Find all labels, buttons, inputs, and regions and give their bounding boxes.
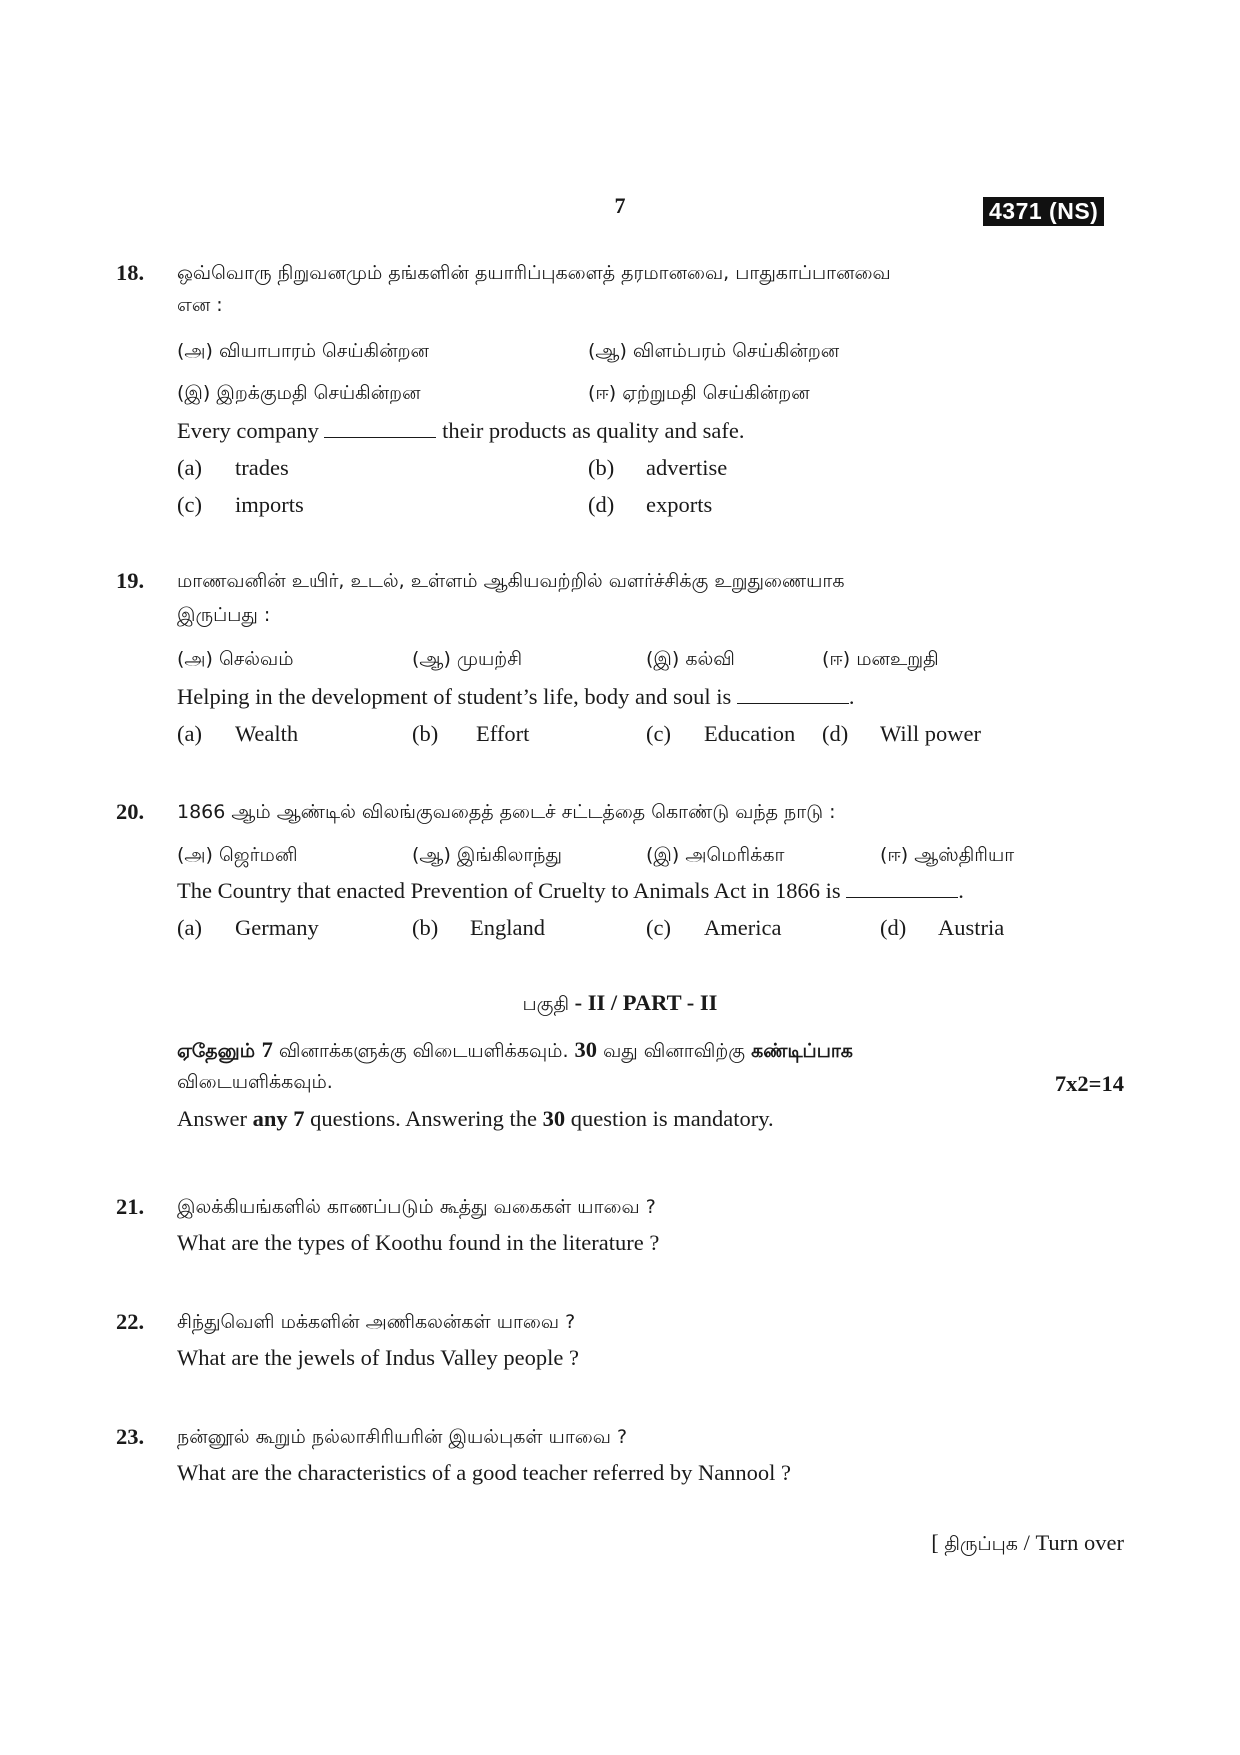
q19-ta-option-c: (இ) கல்வி bbox=[646, 648, 735, 670]
q19-ta-option-a: (அ) செல்வம் bbox=[177, 648, 294, 670]
q21-number: 21. bbox=[116, 1194, 145, 1219]
instr-thirty: 30 bbox=[574, 1037, 598, 1062]
instr-en-any7: any 7 bbox=[252, 1106, 305, 1131]
part2-heading-en: - II / PART - II bbox=[569, 990, 718, 1015]
q18-english-question bbox=[177, 416, 745, 446]
q18-opt-d: exports bbox=[646, 492, 713, 517]
q19-opt-d-label: (d) bbox=[822, 721, 849, 746]
q22-number: 22. bbox=[116, 1309, 145, 1334]
turn-over-ta: திருப்புக bbox=[944, 1533, 1018, 1555]
q19-opt-c: Education bbox=[704, 721, 796, 746]
q20-opt-d-label: (d) bbox=[880, 915, 907, 940]
instr-en-questions: questions. Answering the bbox=[304, 1106, 543, 1131]
q19-english-after: . bbox=[848, 684, 855, 709]
q21-tamil: இலக்கியங்களில் காணப்படும் கூத்து வகைகள் யாவை ? bbox=[177, 1196, 656, 1218]
instr-question: வது வினாவிற்கு bbox=[597, 1040, 752, 1062]
q18-opt-c-label: (c) bbox=[177, 492, 202, 517]
q20-ta-option-a: (அ) ஜெர்மனி bbox=[177, 844, 298, 866]
part2-heading bbox=[0, 988, 1240, 1019]
q18-opt-c: imports bbox=[235, 492, 304, 517]
q19-english-before: Helping in the development of student’s life, body and soul is bbox=[177, 684, 732, 709]
instr-en-mandatory: question is mandatory. bbox=[565, 1106, 774, 1131]
q19-opt-c-label: (c) bbox=[646, 721, 671, 746]
q19-opt-d: Will power bbox=[880, 721, 981, 746]
q20-ta-option-c: (இ) அமெரிக்கா bbox=[646, 844, 785, 866]
instr-en-answer: Answer bbox=[177, 1106, 253, 1131]
q23-english: What are the characteristics of a good teacher referred by Nannool ? bbox=[177, 1460, 792, 1485]
q18-ta-option-d: (ஈ) ஏற்றுமதி செய்கின்றன bbox=[588, 382, 810, 404]
q18-tamil-line1: ஒவ்வொரு நிறுவனமும் தங்களின் தயாரிப்புகளைத் தரமானவை, பாதுகாப்பானவை bbox=[177, 262, 891, 284]
instr-answer: வினாக்களுக்கு விடையளிக்கவும். bbox=[272, 1040, 575, 1062]
q20-opt-c-label: (c) bbox=[646, 915, 671, 940]
q18-number: 18. bbox=[116, 260, 145, 285]
q18-english-after: their products as quality and safe. bbox=[442, 418, 745, 443]
q20-ta-option-d: (ஈ) ஆஸ்திரியா bbox=[880, 844, 1015, 866]
page-number: 7 bbox=[614, 193, 626, 218]
q18-tamil-line2: என : bbox=[177, 294, 223, 316]
q19-ta-option-d: (ஈ) மனஉறுதி bbox=[822, 648, 939, 670]
q19-opt-b: Effort bbox=[476, 721, 530, 746]
q18-opt-b-label: (b) bbox=[588, 455, 615, 480]
part2-heading-ta: பகுதி bbox=[522, 993, 570, 1015]
instr-seven: 7 bbox=[261, 1037, 273, 1062]
q23-number: 23. bbox=[116, 1424, 145, 1449]
q19-ta-option-b: (ஆ) முயற்சி bbox=[412, 648, 523, 670]
instr-mandatory: கண்டிப்பாக bbox=[751, 1040, 853, 1062]
q22-english: What are the jewels of Indus Valley people ? bbox=[177, 1345, 579, 1370]
q19-english-question bbox=[177, 682, 855, 712]
part2-marks: 7x2=14 bbox=[1054, 1071, 1124, 1096]
q20-opt-c: America bbox=[704, 915, 782, 940]
q21-english: What are the types of Koothu found in the literature ? bbox=[177, 1230, 660, 1255]
q18-opt-a: trades bbox=[235, 455, 289, 480]
paper-code-badge: 4371 (NS) bbox=[983, 197, 1104, 226]
q18-ta-option-b: (ஆ) விளம்பரம் செய்கின்றன bbox=[588, 340, 840, 362]
q18-opt-d-label: (d) bbox=[588, 492, 615, 517]
q18-blank bbox=[324, 421, 436, 438]
q20-english-after: . bbox=[958, 878, 964, 903]
turn-over-en: / Turn over bbox=[1017, 1530, 1124, 1555]
q19-opt-b-label: (b) bbox=[412, 721, 439, 746]
part2-instruction-en bbox=[177, 1104, 774, 1134]
q20-english-question bbox=[177, 876, 964, 906]
q19-tamil-line1: மாணவனின் உயிர், உடல், உள்ளம் ஆகியவற்றில் வளர்ச்சிக்கு உறுதுணையாக bbox=[177, 570, 845, 592]
part2-instruction-ta-line1 bbox=[177, 1035, 853, 1066]
q19-opt-a-label: (a) bbox=[177, 721, 202, 746]
turn-over-bracket: [ bbox=[931, 1530, 945, 1555]
q20-opt-d: Austria bbox=[938, 915, 1005, 940]
q18-english-before: Every company bbox=[177, 418, 319, 443]
q20-english-before: The Country that enacted Prevention of Cruelty to Animals Act in 1866 is bbox=[177, 878, 841, 903]
part2-instruction-ta-line2: விடையளிக்கவும். bbox=[177, 1071, 333, 1093]
instr-any: ஏதேனும் bbox=[177, 1040, 262, 1062]
q20-number: 20. bbox=[116, 799, 145, 824]
turn-over-note bbox=[700, 1528, 1124, 1559]
q20-blank bbox=[846, 881, 958, 898]
q18-ta-option-c: (இ) இறக்குமதி செய்கின்றன bbox=[177, 382, 421, 404]
q20-tamil-line1: 1866 ஆம் ஆண்டில் விலங்குவதைத் தடைச் சட்டத்தை கொண்டு வந்த நாடு : bbox=[177, 801, 836, 823]
q18-opt-a-label: (a) bbox=[177, 455, 202, 480]
q20-opt-a: Germany bbox=[235, 915, 319, 940]
q22-tamil: சிந்துவெளி மக்களின் அணிகலன்கள் யாவை ? bbox=[177, 1311, 576, 1333]
q19-opt-a: Wealth bbox=[235, 721, 299, 746]
q20-opt-b: England bbox=[470, 915, 545, 940]
q20-ta-option-b: (ஆ) இங்கிலாந்து bbox=[412, 844, 562, 866]
q19-blank bbox=[737, 687, 849, 704]
q19-tamil-line2: இருப்பது : bbox=[177, 604, 271, 626]
instr-en-thirty: 30 bbox=[542, 1106, 566, 1131]
q18-ta-option-a: (அ) வியாபாரம் செய்கின்றன bbox=[177, 340, 429, 362]
q20-opt-b-label: (b) bbox=[412, 915, 439, 940]
q20-opt-a-label: (a) bbox=[177, 915, 202, 940]
q19-number: 19. bbox=[116, 568, 145, 593]
q18-opt-b: advertise bbox=[646, 455, 728, 480]
q23-tamil: நன்னூல் கூறும் நல்லாசிரியரின் இயல்புகள் யாவை ? bbox=[177, 1426, 628, 1448]
